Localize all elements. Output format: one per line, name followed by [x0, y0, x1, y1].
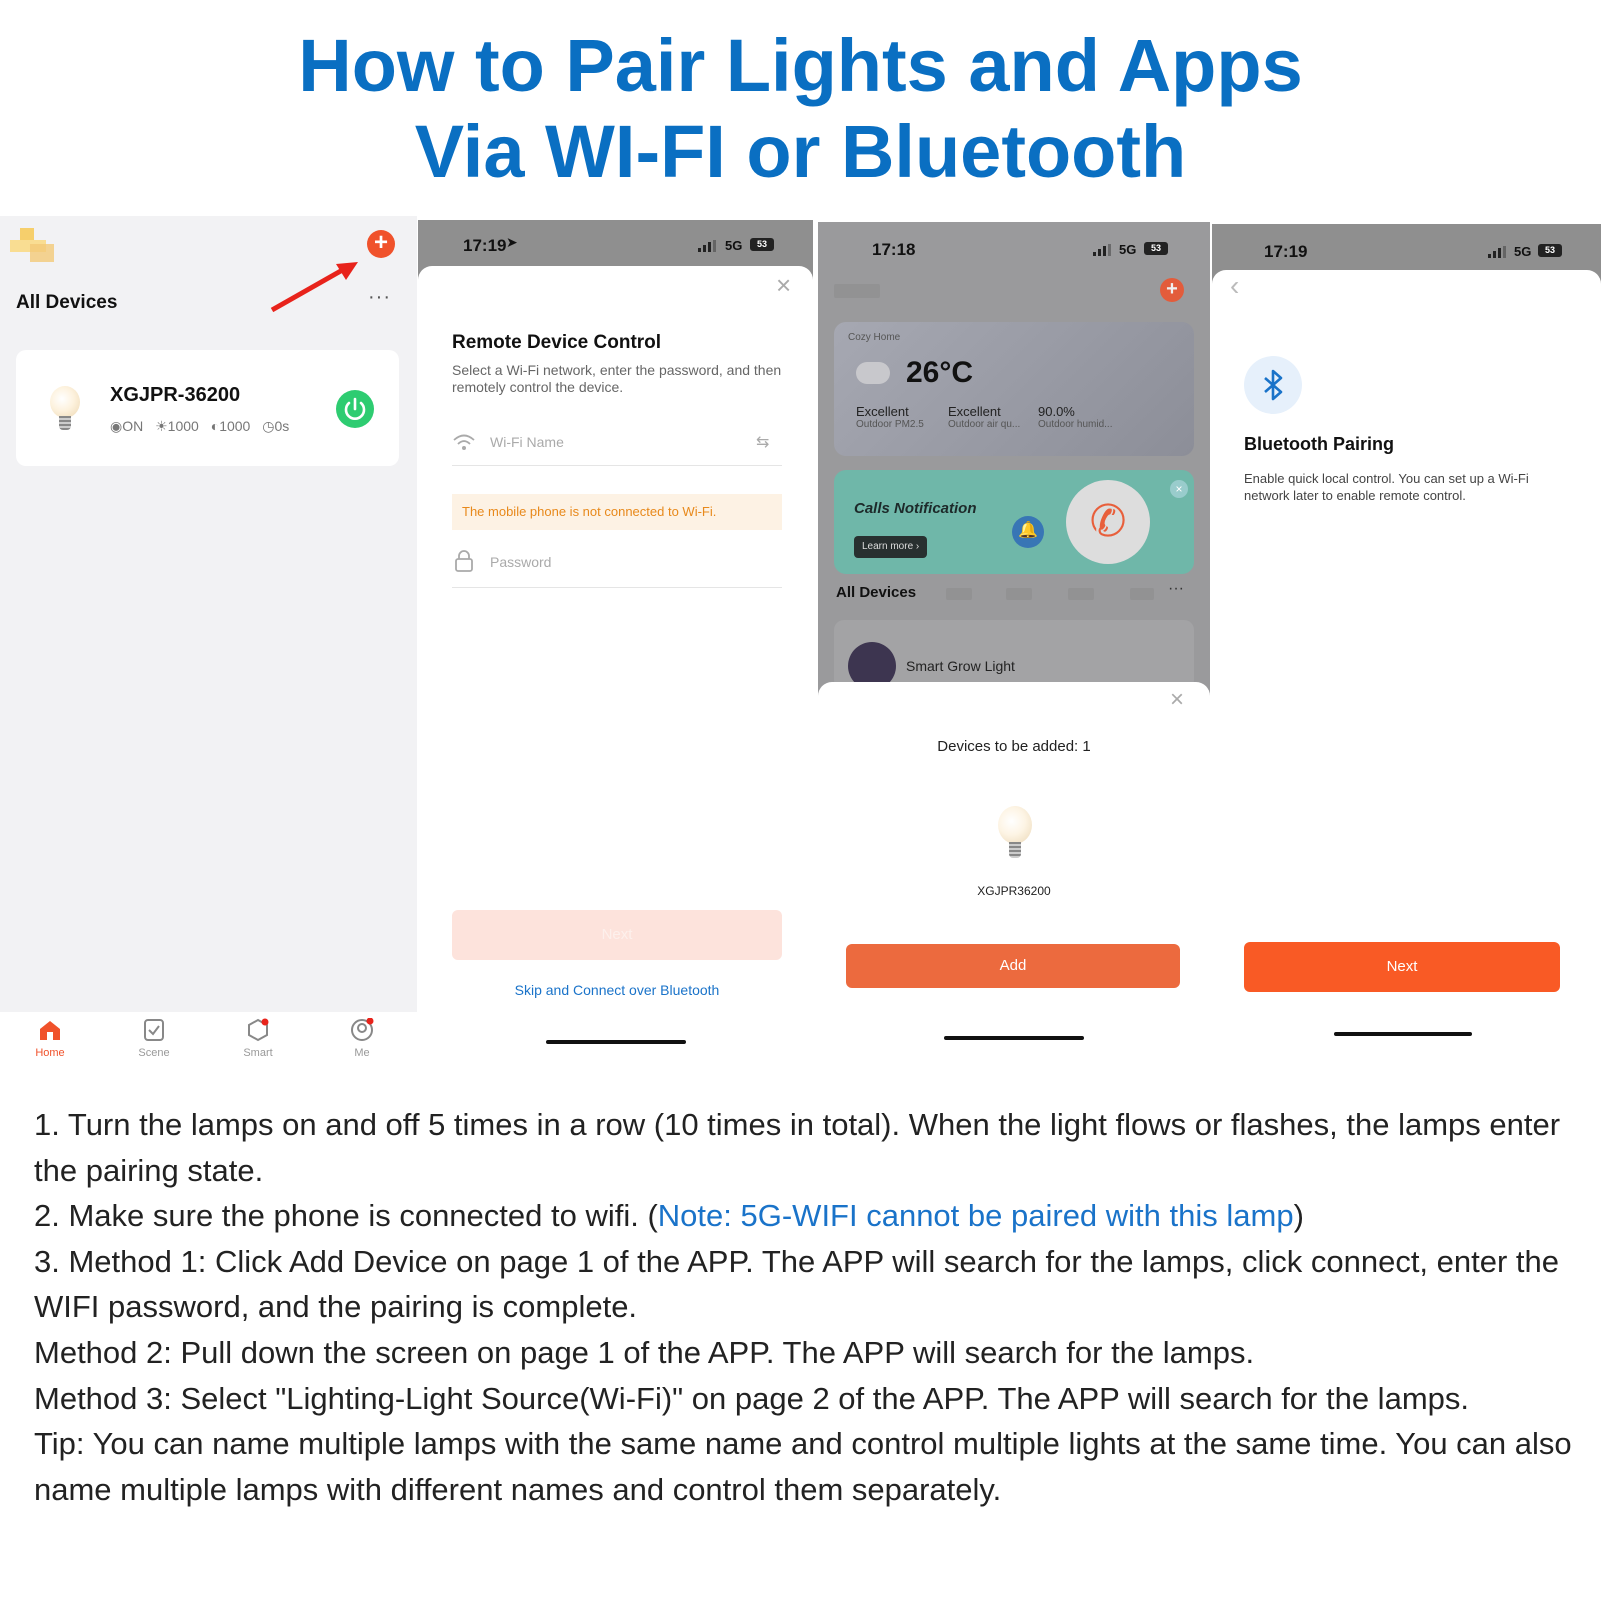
more-options-button[interactable]: ···: [368, 286, 391, 308]
scene-icon: [141, 1018, 167, 1042]
air-label: Outdoor air qu...: [948, 419, 1021, 430]
brightness-value: 1000: [167, 418, 199, 434]
app-logo: [10, 228, 58, 266]
phone-icon: ✆: [1066, 480, 1150, 564]
calls-banner[interactable]: [834, 470, 1194, 574]
battery-icon: 53: [1144, 242, 1168, 255]
panel-add-device: [818, 222, 1210, 1082]
temperature: 26°C: [906, 356, 974, 389]
device-row[interactable]: [834, 620, 1194, 690]
smart-icon: [245, 1018, 271, 1042]
devices-to-add-label: Devices to be added: 1: [937, 738, 1091, 755]
device-status-row: [110, 418, 289, 435]
instructions: [34, 1102, 1574, 1512]
sheet-description: Select a Wi-Fi network, enter the password, and then remotely control the device.: [452, 362, 782, 395]
step-2: [34, 1193, 1574, 1239]
signal-icon: [1488, 246, 1506, 258]
signal-icon: [698, 240, 716, 252]
step-2-note: Note: 5G-WIFI cannot be paired with this lamp: [657, 1198, 1294, 1234]
battery-icon: 53: [1538, 244, 1562, 257]
signal-icon: [1093, 244, 1111, 256]
step-3: 3. Method 1: Click Add Device on page 1 of the APP. The APP will search for the lamps, click connect, enter the WIFI password, and the pairing is complete.: [34, 1243, 1560, 1325]
humidity-value: 90.0%: [1038, 404, 1075, 419]
weather-pm25: [856, 404, 924, 430]
banner-close-icon[interactable]: ×: [1170, 480, 1188, 498]
bluetooth-heading: Bluetooth Pairing: [1244, 434, 1394, 454]
network-label: 5G: [1514, 244, 1532, 259]
device-name: Smart Grow Light: [906, 658, 1015, 674]
bell-icon: 🔔: [1012, 516, 1044, 548]
sheet-heading: Remote Device Control: [452, 332, 662, 353]
status-time: 17:19: [463, 236, 507, 255]
location-arrow-icon: ➤: [506, 234, 518, 250]
bulb-icon: [998, 806, 1032, 864]
timer-value: 0s: [274, 418, 290, 434]
next-button[interactable]: Next: [1244, 942, 1560, 992]
home-indicator: [944, 1036, 1084, 1040]
step-1: 1. Turn the lamps on and off 5 times in a row (10 times in total). When the light flows or flashes, the lamps enter the pairing state.: [34, 1107, 1561, 1188]
weather-air: [948, 404, 1020, 430]
nav-home-label: Home: [35, 1047, 65, 1059]
temperature-icon: ◐: [210, 418, 220, 434]
power-icon: [336, 390, 374, 428]
nav-scene[interactable]: [128, 1018, 180, 1059]
me-icon: [349, 1018, 375, 1042]
home-label: Cozy Home: [848, 332, 901, 343]
cloud-icon: [856, 362, 890, 384]
lock-icon: [454, 550, 474, 572]
add-device-button[interactable]: +: [1160, 278, 1184, 302]
power-button[interactable]: [336, 390, 374, 428]
back-button[interactable]: ‹: [1230, 270, 1240, 301]
more-options-button[interactable]: ···: [1168, 580, 1184, 597]
room-tab-blurred[interactable]: [1068, 588, 1094, 600]
step-method-2: Method 2: Pull down the screen on page 1 of the APP. The APP will search for the lamps.: [34, 1334, 1255, 1370]
network-label: 5G: [725, 238, 743, 253]
bluetooth-icon: [1244, 356, 1302, 414]
wifi-name-placeholder: Wi-Fi Name: [490, 434, 564, 450]
bulb-icon: [50, 386, 80, 436]
wifi-name-field[interactable]: [452, 426, 782, 466]
wifi-icon: [452, 432, 476, 452]
nav-scene-label: Scene: [138, 1047, 170, 1059]
panel-home: [0, 216, 417, 1078]
room-tab-blurred[interactable]: [946, 588, 972, 600]
power-status-icon: ◉: [110, 418, 123, 434]
status-time: 17:19: [1264, 242, 1308, 261]
learn-more-button[interactable]: Learn more ›: [854, 536, 927, 558]
nav-me-label: Me: [354, 1047, 370, 1059]
bottom-nav: [0, 1012, 417, 1078]
temperature-value: 1000: [219, 418, 251, 434]
panel-bluetooth-pairing: [1212, 224, 1601, 1084]
password-placeholder: Password: [490, 554, 552, 570]
home-name-blurred: [834, 284, 880, 298]
add-button[interactable]: Add: [846, 944, 1180, 988]
sheet: [1212, 270, 1601, 1084]
step-method-3: Method 3: Select "Lighting-Light Source(Wi-Fi)" on page 2 of the APP. The APP will search for the lamps.: [34, 1380, 1469, 1416]
add-device-button[interactable]: +: [367, 230, 395, 258]
network-label: 5G: [1119, 242, 1137, 257]
status-time: 17:18: [872, 240, 916, 259]
humidity-label: Outdoor humid...: [1038, 419, 1113, 430]
password-field[interactable]: [452, 544, 782, 588]
brightness-icon: ☀: [155, 418, 168, 434]
air-value: Excellent: [948, 404, 1001, 419]
step-tip: Tip: You can name multiple lamps with the same name and control multiple lights at the same time. You can also name multiple lamps with different names and control them separately.: [34, 1426, 1572, 1507]
nav-home[interactable]: [24, 1018, 76, 1059]
bluetooth-symbol: [1244, 356, 1302, 414]
close-icon[interactable]: ×: [776, 270, 792, 300]
add-sheet: [818, 682, 1210, 1082]
title-line-2: Via WI-FI or Bluetooth: [414, 110, 1187, 193]
home-indicator: [546, 1040, 686, 1044]
switch-network-icon[interactable]: ⇆: [756, 434, 770, 451]
device-card[interactable]: [16, 350, 399, 466]
pm25-value: Excellent: [856, 404, 909, 419]
bluetooth-description: Enable quick local control. You can set up a Wi-Fi network later to enable remote control.: [1244, 471, 1529, 503]
step-2-text: 2. Make sure the phone is connected to wifi. (: [34, 1198, 658, 1234]
next-button-disabled[interactable]: Next: [452, 910, 782, 960]
home-indicator: [1334, 1032, 1472, 1036]
room-tab-blurred[interactable]: [1130, 588, 1154, 600]
room-tab-blurred[interactable]: [1006, 588, 1032, 600]
all-devices-label: All Devices: [16, 292, 118, 313]
banner-title: Calls Notification: [854, 500, 977, 517]
nav-smart-label: Smart: [243, 1047, 273, 1059]
status-on: ON: [122, 418, 144, 434]
all-devices-label: All Devices: [836, 584, 917, 601]
title-line-1: How to Pair Lights and Apps: [298, 24, 1303, 107]
timer-icon: ◷: [262, 418, 275, 434]
device-name: XGJPR-36200: [110, 384, 241, 406]
wifi-warning-banner: The mobile phone is not connected to Wi-Fi.: [452, 494, 782, 530]
red-arrow-icon: [266, 256, 366, 316]
pm25-label: Outdoor PM2.5: [856, 419, 924, 430]
sheet: [418, 266, 813, 1080]
nav-smart[interactable]: [232, 1018, 284, 1059]
panel-remote-control: [418, 220, 813, 1080]
new-device-name: XGJPR36200: [977, 884, 1051, 898]
nav-me[interactable]: [336, 1018, 388, 1059]
close-icon[interactable]: ×: [1170, 686, 1185, 713]
home-icon: [37, 1018, 63, 1042]
skip-bluetooth-link[interactable]: Skip and Connect over Bluetooth: [514, 982, 720, 998]
weather-humidity: [1038, 404, 1112, 430]
step-2-end: ): [1293, 1198, 1304, 1234]
battery-icon: 53: [750, 238, 774, 251]
weather-card: [834, 322, 1194, 456]
